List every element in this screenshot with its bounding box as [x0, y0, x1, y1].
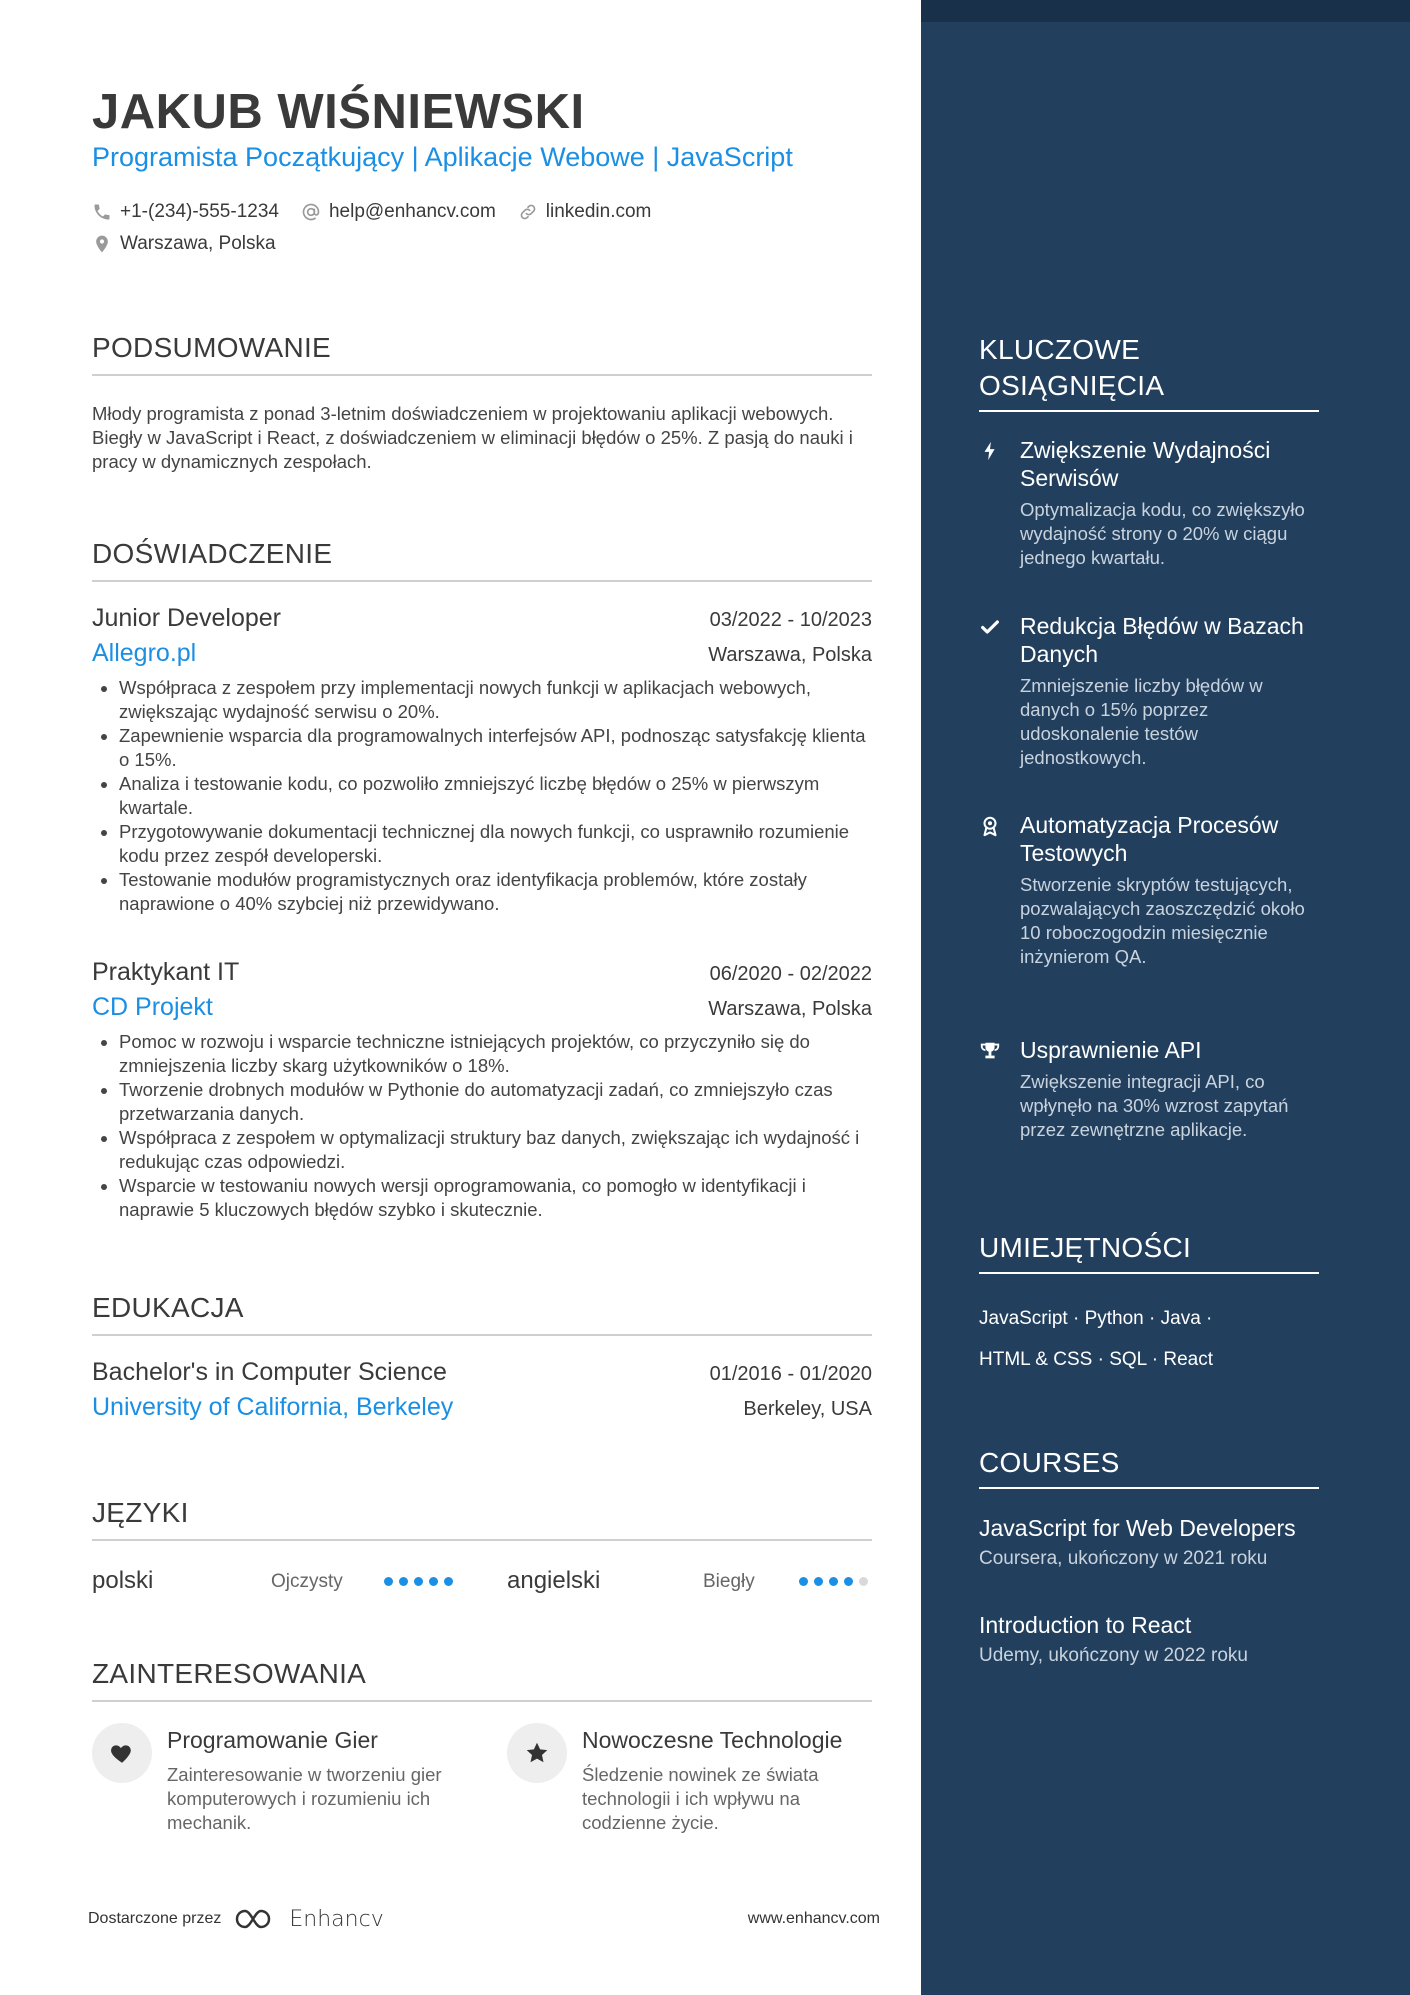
sidebar-top-band: [921, 0, 1410, 22]
location-pin-icon: [92, 234, 112, 254]
contact-info: [92, 196, 673, 260]
course-title: Introduction to React: [979, 1612, 1192, 1638]
rating-dot-filled: [399, 1577, 408, 1586]
achievement-title: Automatyzacja Procesów Testowych: [1020, 812, 1279, 866]
link-icon: [518, 202, 538, 222]
job-location: Warszawa, Polska: [708, 644, 872, 666]
linkedin-contact[interactable]: [518, 201, 652, 223]
language-level: Ojczysty: [271, 1571, 343, 1592]
experience-heading: DOŚWIADCZENIE: [92, 538, 872, 582]
job-entry: [92, 604, 872, 916]
rating-dot-filled: [384, 1577, 393, 1586]
job-entry: [92, 958, 872, 1222]
star-icon: [507, 1723, 567, 1783]
degree: Bachelor's in Computer Science: [92, 1358, 447, 1386]
achievement-item: [979, 811, 1319, 969]
at-icon: [301, 202, 321, 222]
rating-dot-filled: [414, 1577, 423, 1586]
rating-dot-filled: [429, 1577, 438, 1586]
course-item: [979, 1612, 1339, 1667]
job-company[interactable]: Allegro.pl: [92, 639, 197, 667]
trophy-icon: [979, 1040, 1001, 1062]
job-bullet: • Testowanie modułów programistycznych oraz identyfikacja problemów, które zostały naprawione o 40% szybciej niż przewidywano.: [119, 868, 872, 916]
website-link[interactable]: www.enhancv.com: [747, 1910, 880, 1927]
language-rating: [799, 1577, 874, 1586]
phone-contact[interactable]: [92, 201, 279, 223]
course-provider: Udemy, ukończony w 2022 roku: [979, 1645, 1248, 1666]
job-bullet: • Współpraca z zespołem przy implementacji nowych funkcji w aplikacjach webowych, zwiększając wydajność serwisu o 20%.: [119, 676, 872, 724]
check-icon: [979, 616, 1001, 638]
job-bullet: • Zapewnienie wsparcia dla programowalnych interfejsów API, podnosząc satysfakcję klienta o 15%.: [119, 724, 872, 772]
achievement-title: Usprawnienie API: [1020, 1037, 1202, 1063]
rating-dot-empty: [859, 1577, 868, 1586]
rating-dot-filled: [814, 1577, 823, 1586]
rating-dot-filled: [799, 1577, 808, 1586]
footer: [88, 1900, 880, 1934]
interest-title: Programowanie Gier: [167, 1727, 378, 1753]
heart-icon: [92, 1723, 152, 1783]
email-text: help@enhancv.com: [328, 201, 496, 222]
languages-list: [92, 1564, 872, 1598]
sidebar: [921, 0, 1410, 1995]
job-bullet: • Współpraca z zespołem w optymalizacji struktury baz danych, zwiększając ich wydajność i redukując czas odpowiedzi.: [119, 1126, 872, 1174]
enhancv-logo-icon: [233, 1906, 281, 1932]
achievement-item: [979, 436, 1319, 570]
education-entry: [92, 1358, 872, 1422]
job-bullets: [92, 676, 872, 916]
language-level: Biegły: [703, 1571, 755, 1592]
linkedin-text: linkedin.com: [545, 201, 652, 222]
interests-heading: ZAINTERESOWANIA: [92, 1658, 872, 1702]
skills-list: [979, 1298, 1319, 1380]
interest-title: Nowoczesne Technologie: [582, 1727, 843, 1753]
powered-by: [88, 1906, 384, 1932]
achievement-description: Zwiększenie integracji API, co wpłynęło na 30% wzrost zapytań przez zewnętrzne aplikacje.: [1020, 1071, 1289, 1140]
skills-line: HTML & CSS · SQL · React: [979, 1349, 1214, 1370]
rating-dot-filled: [844, 1577, 853, 1586]
skills-line: JavaScript · Python · Java ·: [979, 1308, 1213, 1329]
language-item: [507, 1564, 872, 1598]
achievement-description: Zmniejszenie liczby błędów w danych o 15% poprzez udoskonalenie testów jednostkowych.: [1020, 675, 1263, 768]
job-bullet: • Wsparcie w testowaniu nowych wersji oprogramowania, co pomogło w identyfikacji i naprawie 5 kluczowych błędów szybko i skutecznie.: [119, 1174, 872, 1222]
school-location: Berkeley, USA: [743, 1398, 872, 1420]
job-dates: 06/2020 - 02/2022: [709, 963, 872, 985]
job-company[interactable]: CD Projekt: [92, 993, 213, 1021]
language-name: polski: [92, 1567, 154, 1594]
courses-heading: COURSES: [979, 1445, 1319, 1489]
enhancv-brand: Enhancv: [289, 1906, 384, 1932]
languages-heading: JĘZYKI: [92, 1497, 872, 1541]
job-dates: 03/2022 - 10/2023: [709, 609, 872, 631]
achievement-description: Stworzenie skryptów testujących, pozwalających zaoszczędzić około 10 roboczogodzin miesięcznie inżynierom QA.: [1020, 874, 1305, 967]
achievement-description: Optymalizacja kodu, co zwiększyło wydajność strony o 20% w ciągu jednego kwartału.: [1020, 499, 1305, 568]
interest-description: Zainteresowanie w tworzeniu gier komputerowych i rozumieniu ich mechanik.: [167, 1764, 442, 1833]
achievement-item: [979, 1036, 1319, 1142]
achievement-title: Redukcja Błędów w Bazach Danych: [1020, 613, 1304, 667]
phone-icon: [92, 202, 112, 222]
achievement-item: [979, 612, 1319, 770]
rating-dot-filled: [829, 1577, 838, 1586]
education-heading: EDUKACJA: [92, 1292, 872, 1336]
job-bullet: • Analiza i testowanie kodu, co pozwoliło zmniejszyć liczbę błędów o 25% w pierwszym kwartale.: [119, 772, 872, 820]
bolt-icon: [979, 440, 1001, 462]
rating-dot-filled: [444, 1577, 453, 1586]
powered-by-text: Dostarczone przez: [88, 1910, 222, 1927]
education-dates: 01/2016 - 01/2020: [709, 1363, 872, 1385]
achievements-heading: KLUCZOWE OSIĄGNIĘCIA: [979, 332, 1319, 412]
language-rating: [384, 1577, 459, 1586]
candidate-subtitle: Programista Początkujący | Aplikacje Webowe | JavaScript: [92, 142, 793, 172]
interest-description: Śledzenie nowinek ze świata technologii i ich wpływu na codzienne życie.: [582, 1764, 819, 1833]
phone-text: +1-(234)-555-1234: [120, 201, 279, 222]
language-name: angielski: [507, 1567, 601, 1594]
school-name[interactable]: University of California, Berkeley: [92, 1393, 454, 1421]
job-bullet: • Pomoc w rozwoju i wsparcie techniczne istniejących projektów, co przyczyniło się do zmniejszenia liczby skarg użytkowników o 18%.: [119, 1030, 872, 1078]
job-location: Warszawa, Polska: [708, 998, 872, 1020]
job-title: Praktykant IT: [92, 958, 240, 986]
summary-heading: PODSUMOWANIE: [92, 332, 872, 376]
course-item: [979, 1515, 1339, 1570]
skills-heading: UMIEJĘTNOŚCI: [979, 1230, 1319, 1274]
job-bullet: • Przygotowywanie dokumentacji technicznej dla nowych funkcji, co usprawniło rozumienie kodu przez zespół developerski.: [119, 820, 872, 868]
location-contact: [92, 233, 276, 255]
job-bullet: • Tworzenie drobnych modułów w Pythonie do automatyzacji zadań, co zmniejszyło czas przetwarzania danych.: [119, 1078, 872, 1126]
achievement-title: Zwiększenie Wydajności Serwisów: [1020, 437, 1271, 491]
summary-text: Młody programista z ponad 3-letnim doświadczeniem w projektowaniu aplikacji webowych. Biegły w JavaScript i React, z doświadczeniem w eliminacji błędów o 25%. Z pasją do nauki i pracy w dynamicznych zespołach.: [92, 403, 853, 472]
course-provider: Coursera, ukończony w 2021 roku: [979, 1548, 1268, 1569]
language-item: [92, 1564, 462, 1598]
award-icon: [979, 815, 1001, 837]
location-text: Warszawa, Polska: [120, 233, 276, 254]
job-title: Junior Developer: [92, 604, 281, 632]
job-bullets: [92, 1030, 872, 1222]
email-contact[interactable]: [301, 201, 496, 223]
course-title: JavaScript for Web Developers: [979, 1515, 1296, 1541]
candidate-name: JAKUB WIŚNIEWSKI: [92, 85, 585, 139]
enhancv-logo[interactable]: [233, 1906, 383, 1932]
